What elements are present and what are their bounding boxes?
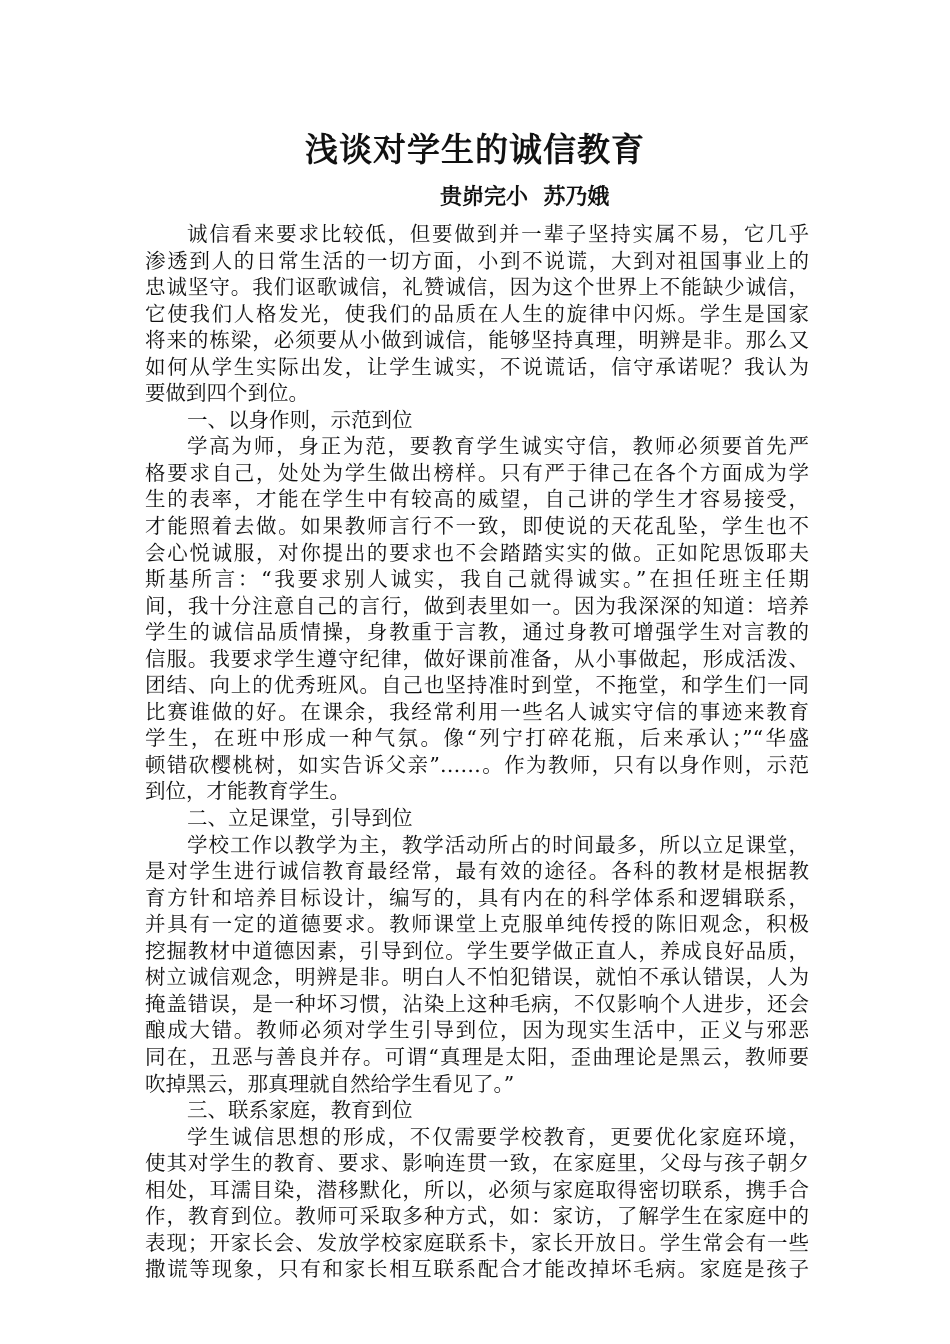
text-line: 吹掉黑云，那真理就自然给学生看见了。” [145, 1071, 515, 1096]
text-line: 间，我十分注意自己的言行，做到表里如一。因为我深深的知道：培养 [145, 593, 809, 618]
text-line: 一、以身作则，示范到位 [187, 407, 413, 432]
text-line: 掩盖错误，是一种坏习惯，沾染上这种毛病，不仅影响个人进步，还会 [145, 991, 809, 1016]
text-line: 并具有一定的道德要求。教师课堂上克服单纯传授的陈旧观念，积极 [145, 912, 809, 937]
text-line: 渗透到人的日常生活的一切方面，小到不说谎，大到对祖国事业上的 [145, 248, 809, 273]
text-line: 比赛谁做的好。在课余，我经常利用一些名人诚实守信的事迹来教育 [145, 699, 809, 724]
text-line: 二、立足课堂，引导到位 [187, 806, 413, 831]
body-text [145, 221, 809, 1283]
text-line: 树立诚信观念，明辨是非。明白人不怕犯错误，就怕不承认错误，人为 [145, 965, 809, 990]
text-line: 学生诚信思想的形成，不仅需要学校教育，更要优化家庭环境， [187, 1124, 809, 1149]
text-line: 它使我们人格发光，使我们的品质在人生的旋律中闪烁。学生是国家 [145, 301, 809, 326]
text-line: 学校工作以教学为主，教学活动所占的时间最多，所以立足课堂， [187, 832, 809, 857]
text-line: 信服。我要求学生遵守纪律，做好课前准备，从小事做起，形成活泼、 [145, 646, 809, 671]
text-line: 将来的栋梁，必须要从小做到诚信，能够坚持真理，明辨是非。那么又 [145, 328, 809, 353]
text-line: 忠诚坚守。我们讴歌诚信，礼赞诚信，因为这个世界上不能缺少诚信， [145, 275, 809, 300]
text-line: 顿错砍樱桃树，如实告诉父亲”……。作为教师，只有以身作则，示范 [145, 752, 809, 777]
text-line: 斯基所言：“我要求别人诚实，我自己就得诚实。”在担任班主任期 [145, 567, 809, 592]
text-line: 生的表率，才能在学生中有较高的威望，自己讲的学生才容易接受， [145, 487, 809, 512]
text-line: 表现；开家长会、发放学校家庭联系卡，家长开放日。学生常会有一些 [145, 1230, 809, 1255]
text-line: 同在，丑恶与善良并存。可谓“真理是太阳，歪曲理论是黑云，教师要 [145, 1044, 809, 1069]
text-line: 酿成大错。教师必须对学生引导到位，因为现实生活中，正义与邪恶 [145, 1018, 809, 1043]
text-line: 如何从学生实际出发，让学生诚实，不说谎话，信守承诺呢？我认为 [145, 354, 809, 379]
document-title: 浅谈对学生的诚信教育 [305, 130, 645, 169]
text-line: 团结、向上的优秀班风。自己也坚持准时到堂，不拖堂，和学生们一同 [145, 673, 809, 698]
text-line: 才能照着去做。如果教师言行不一致，即使说的天花乱坠，学生也不 [145, 514, 809, 539]
text-line: 育方针和培养目标设计，编写的，具有内在的科学体系和逻辑联系， [145, 885, 809, 910]
text-line: 到位，才能教育学生。 [145, 779, 350, 804]
text-line: 撒谎等现象，只有和家长相互联系配合才能改掉坏毛病。家庭是孩子 [145, 1257, 809, 1282]
text-line: 格要求自己，处处为学生做出榜样。只有严于律己在各个方面成为学 [145, 460, 809, 485]
text-line: 作，教育到位。教师可采取多种方式，如：家访，了解学生在家庭中的 [145, 1204, 809, 1229]
text-line: 诚信看来要求比较低，但要做到并一辈子坚持实属不易，它几乎 [187, 222, 809, 246]
text-line: 三、联系家庭，教育到位 [187, 1098, 413, 1123]
author-byline: 贵峁完小 苏乃娥 [440, 185, 610, 210]
text-line: 使其对学生的教育、要求、影响连贯一致，在家庭里，父母与孩子朝夕 [145, 1151, 809, 1176]
text-line: 要做到四个到位。 [145, 381, 309, 406]
text-line: 学生，在班中形成一种气氛。像“列宁打碎花瓶，后来承认；”“华盛 [145, 726, 809, 751]
text-line: 学生的诚信品质情操，身教重于言教，通过身教可增强学生对言教的 [145, 620, 809, 645]
text-line: 学高为师，身正为范，要教育学生诚实守信，教师必须要首先严 [187, 434, 809, 459]
text-line: 相处，耳濡目染，潜移默化，所以，必须与家庭取得密切联系，携手合 [145, 1177, 809, 1202]
text-line: 会心悦诚服，对你提出的要求也不会踏踏实实的做。正如陀思饭耶夫 [145, 540, 809, 565]
text-line: 是对学生进行诚信教育最经常，最有效的途径。各科的教材是根据教 [145, 859, 809, 884]
text-line: 挖掘教材中道德因素，引导到位。学生要学做正直人，养成良好品质， [145, 938, 809, 963]
